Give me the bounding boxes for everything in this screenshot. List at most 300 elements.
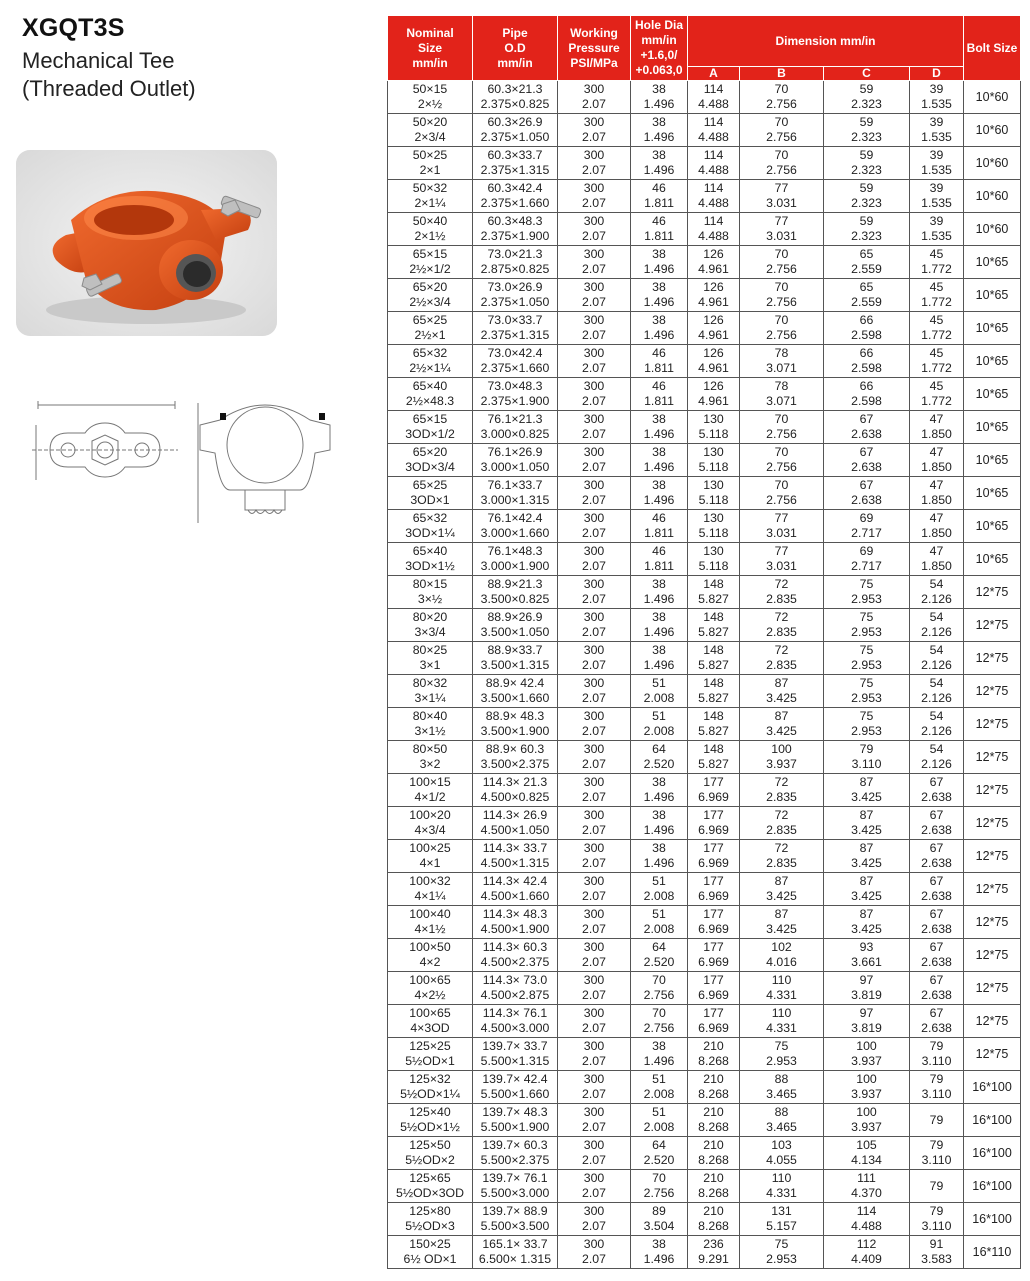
cell-pressure-line1: 300: [583, 115, 605, 129]
cell-hole: [631, 1236, 688, 1269]
cell-pipe-line1: 88.9×33.7: [487, 643, 543, 657]
cell-c: [824, 444, 910, 477]
cell-pressure: [558, 213, 631, 246]
cell-pipe: [473, 510, 558, 543]
cell-d: [910, 81, 964, 114]
cell-b-line1: 110: [771, 1006, 792, 1020]
cell-nominal-line2: 4×3/4: [414, 823, 446, 837]
cell-hole: [631, 972, 688, 1005]
cell-a-line1: 177: [703, 973, 724, 987]
cell-nominal-line1: 80×25: [412, 643, 448, 657]
cell-pressure-line2: 2.07: [582, 229, 606, 243]
cell-a-line2: 4.961: [698, 295, 729, 309]
cell-pressure: [558, 378, 631, 411]
cell-a-line1: 210: [703, 1204, 724, 1218]
cell-b: [740, 1071, 824, 1104]
table-row: [388, 477, 1021, 510]
cell-hole: [631, 939, 688, 972]
cell-hole: [631, 543, 688, 576]
cell-d-line2: 2.638: [921, 1021, 952, 1035]
cell-pipe-line1: 88.9× 42.4: [485, 676, 545, 690]
cell-nominal-line1: 65×40: [412, 544, 448, 558]
cell-pressure-line2: 2.07: [582, 724, 606, 738]
cell-nominal: [388, 477, 473, 510]
cell-d-line2: 3.110: [921, 1054, 952, 1068]
cell-c-line1: 59: [859, 148, 874, 162]
cell-b-line1: 70: [774, 280, 789, 294]
cell-nominal: [388, 213, 473, 246]
cell-pressure: [558, 939, 631, 972]
cell-pressure-line2: 2.07: [582, 163, 606, 177]
product-name: [22, 47, 322, 103]
cell-hole-line2: 1.811: [644, 526, 674, 540]
cell-pipe-line2: 3.000×1.900: [480, 559, 550, 573]
cell-pressure-line2: 2.07: [582, 1153, 606, 1167]
cell-pressure: [558, 1005, 631, 1038]
cell-pressure-line1: 300: [583, 346, 605, 360]
cell-nominal: [388, 873, 473, 906]
cell-a: [688, 213, 740, 246]
table-row: [388, 939, 1021, 972]
cell-c: [824, 543, 910, 576]
cell-bolt: 12*75: [964, 708, 1021, 741]
cell-bolt: 12*75: [964, 774, 1021, 807]
table-row: [388, 741, 1021, 774]
cell-c: [824, 609, 910, 642]
cell-pressure-line2: 2.07: [582, 460, 606, 474]
cell-hole: [631, 81, 688, 114]
cell-c-line2: 2.323: [851, 130, 882, 144]
cell-b: [740, 1203, 824, 1236]
cell-d-line2: 3.110: [921, 1087, 952, 1101]
cell-nominal-line2: 5½OD×1: [405, 1054, 455, 1068]
cell-a-line2: 9.291: [698, 1252, 729, 1266]
cell-hole-line2: 1.496: [643, 658, 675, 672]
cell-hole: [631, 411, 688, 444]
cell-d-line1: 67: [929, 874, 944, 888]
cell-pipe-line2: 3.500×1.050: [480, 625, 550, 639]
front-view-drawing: [30, 395, 180, 490]
cell-d-line1: 39: [929, 214, 944, 228]
cell-hole: [631, 576, 688, 609]
cell-b: [740, 1104, 824, 1137]
cell-c-line2: 4.409: [851, 1252, 882, 1266]
cell-a-line1: 114: [703, 115, 724, 129]
cell-b: [740, 1236, 824, 1269]
cell-c-line1: 65: [859, 247, 874, 261]
cell-hole: [631, 213, 688, 246]
cell-bolt: 12*75: [964, 972, 1021, 1005]
cell-a-line1: 126: [703, 247, 724, 261]
table-row: [388, 246, 1021, 279]
cell-nominal-line2: 3×1¼: [414, 691, 446, 705]
cell-pressure-line1: 300: [583, 511, 605, 525]
cell-nominal-line1: 50×40: [412, 214, 448, 228]
cell-nominal-line1: 65×20: [412, 445, 448, 459]
cell-a-line1: 236: [703, 1237, 724, 1251]
cell-b-line1: 70: [774, 412, 789, 426]
cell-pressure-line2: 2.07: [582, 559, 606, 573]
cell-pressure-line2: 2.07: [582, 625, 606, 639]
cell-pipe-line1: 114.3× 21.3: [482, 775, 548, 789]
cell-hole-line2: 2.008: [643, 889, 675, 903]
cell-nominal-line1: 80×50: [412, 742, 448, 756]
cell-pressure-line1: 300: [583, 1171, 605, 1185]
cell-bolt: 16*100: [964, 1071, 1021, 1104]
cell-nominal-line1: 125×50: [409, 1138, 451, 1152]
cell-d: [910, 906, 964, 939]
cell-hole-line2: 3.504: [643, 1219, 675, 1233]
cell-pipe-line1: 76.1×48.3: [487, 544, 543, 558]
cell-a-line1: 130: [703, 511, 724, 525]
cell-nominal-line2: 3OD×3/4: [405, 460, 455, 474]
cell-c-line1: 100: [856, 1105, 877, 1119]
cell-c-line1: 100: [856, 1072, 877, 1086]
cell-b-line1: 78: [774, 346, 789, 360]
cell-hole: [631, 312, 688, 345]
cell-d-line1: 67: [929, 940, 944, 954]
cell-d-line2: 1.850: [921, 526, 952, 540]
cell-c-line1: 75: [859, 643, 874, 657]
cell-pipe-line2: 2.375×1.900: [480, 229, 550, 243]
cell-c-line1: 59: [859, 181, 874, 195]
cell-a: [688, 1236, 740, 1269]
table-row: [388, 312, 1021, 345]
header-text: O.D: [504, 40, 526, 55]
cell-pressure-line1: 300: [583, 709, 605, 723]
cell-pressure: [558, 873, 631, 906]
cell-c-line1: 69: [859, 511, 874, 525]
cell-d: [910, 609, 964, 642]
cell-b-line1: 75: [774, 1039, 789, 1053]
cell-c: [824, 576, 910, 609]
cell-pipe-line2: 2.375×1.660: [480, 361, 550, 375]
cell-d: [910, 1005, 964, 1038]
cell-pipe-line2: 3.000×1.660: [480, 526, 550, 540]
col-dim-d: D: [910, 67, 964, 81]
cell-nominal: [388, 576, 473, 609]
cell-hole-line2: 1.811: [644, 361, 674, 375]
cell-b-line1: 70: [774, 313, 789, 327]
cell-c: [824, 972, 910, 1005]
cell-c-line2: 3.937: [851, 1120, 882, 1134]
cell-d-line2: 2.638: [921, 856, 952, 870]
cell-nominal-line1: 100×50: [409, 940, 451, 954]
cell-c-line2: 3.425: [851, 823, 882, 837]
cell-nominal-line2: 2½×48.3: [405, 394, 455, 408]
cell-hole-line2: 2.008: [643, 1120, 675, 1134]
cell-c-line1: 67: [859, 445, 874, 459]
cell-c-line2: 2.953: [851, 658, 882, 672]
cell-d: [910, 345, 964, 378]
table-row: [388, 1005, 1021, 1038]
cell-pressure-line1: 300: [583, 577, 605, 591]
cell-pressure-line2: 2.07: [582, 988, 606, 1002]
table-row: [388, 378, 1021, 411]
cell-bolt: 10*65: [964, 345, 1021, 378]
cell-pressure-line2: 2.07: [582, 856, 606, 870]
cell-pipe: [473, 1137, 558, 1170]
cell-d-line2: 2.638: [921, 955, 952, 969]
cell-nominal-line2: 3×1½: [414, 724, 446, 738]
cell-d: [910, 1104, 964, 1137]
cell-c: [824, 1137, 910, 1170]
cell-d: [910, 411, 964, 444]
cell-c: [824, 114, 910, 147]
cell-c-line2: 2.598: [851, 394, 882, 408]
cell-bolt: 10*65: [964, 378, 1021, 411]
table-row: [388, 345, 1021, 378]
cell-hole: [631, 873, 688, 906]
cell-hole-line1: 38: [652, 313, 666, 327]
cell-d: [910, 147, 964, 180]
cell-pressure-line1: 300: [583, 1039, 605, 1053]
cell-c-line2: 2.638: [851, 427, 882, 441]
cell-c-line1: 112: [856, 1237, 877, 1251]
cell-b: [740, 609, 824, 642]
cell-d-line1: 54: [929, 610, 944, 624]
cell-hole-line1: 51: [652, 709, 666, 723]
cell-pipe-line1: 88.9× 60.3: [485, 742, 545, 756]
cell-hole-line2: 2.756: [643, 1186, 675, 1200]
cell-pressure: [558, 543, 631, 576]
cell-d-line2: 1.772: [921, 328, 952, 342]
cell-b-line2: 2.756: [766, 493, 797, 507]
cell-pipe-line1: 76.1×26.9: [487, 445, 543, 459]
cell-pipe-line2: 2.375×0.825: [480, 97, 550, 111]
cell-a-line1: 114: [703, 82, 724, 96]
table-row: [388, 840, 1021, 873]
table-row: [388, 906, 1021, 939]
cell-pressure-line1: 300: [583, 676, 605, 690]
cell-d-line2: 1.850: [921, 427, 952, 441]
cell-hole-line2: 2.520: [643, 955, 675, 969]
cell-hole: [631, 609, 688, 642]
cell-a-line2: 4.488: [698, 163, 729, 177]
cell-hole-line1: 46: [652, 511, 666, 525]
table-row: [388, 213, 1021, 246]
cell-nominal-line1: 50×20: [412, 115, 448, 129]
cell-pressure: [558, 642, 631, 675]
cell-a-line1: 148: [703, 610, 724, 624]
cell-nominal-line1: 50×15: [412, 82, 448, 96]
cell-b-line1: 78: [774, 379, 789, 393]
cell-bolt: 12*75: [964, 576, 1021, 609]
cell-hole-line1: 38: [652, 478, 666, 492]
cell-pipe-line1: 139.7× 88.9: [482, 1204, 548, 1218]
cell-hole-line1: 70: [652, 1171, 666, 1185]
cell-pipe: [473, 906, 558, 939]
cell-nominal-line2: 5½OD×2: [405, 1153, 455, 1167]
cell-nominal-line1: 150×25: [409, 1237, 451, 1251]
cell-d-line1: 79: [929, 1204, 944, 1218]
cell-c: [824, 873, 910, 906]
cell-nominal-line2: 2×1¼: [414, 196, 446, 210]
cell-b-line2: 2.835: [766, 658, 797, 672]
cell-d-line1: 39: [929, 82, 944, 96]
cell-nominal-line1: 80×32: [412, 676, 448, 690]
cell-a-line2: 6.969: [698, 823, 729, 837]
cell-nominal-line2: 3×3/4: [414, 625, 446, 639]
cell-d: [910, 279, 964, 312]
cell-d-line1: 47: [929, 544, 944, 558]
cell-b-line1: 72: [774, 775, 789, 789]
cell-hole-line1: 38: [652, 808, 666, 822]
cell-d-line1: 45: [929, 346, 944, 360]
cell-pipe-line1: 114.3× 42.4: [482, 874, 548, 888]
cell-d-line1: 67: [929, 808, 944, 822]
bolt-head-right: [319, 413, 325, 420]
cell-nominal-line1: 65×15: [412, 247, 448, 261]
cell-hole-line2: 1.496: [643, 493, 675, 507]
cell-nominal-line1: 125×80: [409, 1204, 451, 1218]
cell-a-line2: 8.268: [698, 1153, 729, 1167]
cell-nominal: [388, 939, 473, 972]
cell-a: [688, 675, 740, 708]
cell-pressure: [558, 576, 631, 609]
cell-pipe-line2: 4.500×1.050: [480, 823, 550, 837]
cell-b-line1: 87: [774, 709, 789, 723]
cell-b: [740, 147, 824, 180]
cell-nominal: [388, 1071, 473, 1104]
cell-bolt: 10*65: [964, 510, 1021, 543]
cell-a-line2: 8.268: [698, 1054, 729, 1068]
cell-a-line2: 5.118: [698, 460, 729, 474]
mechanical-tee-image: [16, 150, 277, 336]
cell-hole-line1: 38: [652, 841, 666, 855]
cell-pressure-line2: 2.07: [582, 295, 606, 309]
cell-pressure-line2: 2.07: [582, 130, 606, 144]
cell-hole: [631, 642, 688, 675]
cell-pressure-line1: 300: [583, 280, 605, 294]
table-row: [388, 444, 1021, 477]
cell-b-line2: 2.835: [766, 625, 797, 639]
cell-pressure-line2: 2.07: [582, 1252, 606, 1266]
cell-d: [910, 378, 964, 411]
cell-bolt: 12*75: [964, 741, 1021, 774]
cell-c: [824, 906, 910, 939]
cell-pressure: [558, 774, 631, 807]
cell-a: [688, 345, 740, 378]
cell-c-line1: 59: [859, 214, 874, 228]
cell-pressure-line2: 2.07: [582, 790, 606, 804]
cell-b-line1: 131: [771, 1204, 792, 1218]
cell-pipe-line2: 2.875×0.825: [480, 262, 550, 276]
col-pipe-od: [473, 16, 558, 81]
cell-c: [824, 1071, 910, 1104]
cell-d-line1: 79: [929, 1178, 944, 1193]
cell-b-line2: 3.465: [766, 1087, 797, 1101]
cell-pipe: [473, 279, 558, 312]
cell-b-line1: 102: [771, 940, 792, 954]
cell-pipe-line1: 76.1×21.3: [487, 412, 543, 426]
cell-a: [688, 972, 740, 1005]
cell-d-line1: 45: [929, 379, 944, 393]
cell-a: [688, 81, 740, 114]
cell-b-line2: 2.756: [766, 97, 797, 111]
cell-d-line2: 1.535: [921, 229, 952, 243]
cell-a-line1: 148: [703, 709, 724, 723]
cell-pipe-line2: 3.500×0.825: [480, 592, 550, 606]
cell-pipe-line1: 73.0×21.3: [487, 247, 543, 261]
cell-nominal-line2: 4×1¼: [414, 889, 446, 903]
cell-pipe: [473, 576, 558, 609]
col-working-pressure: [558, 16, 631, 81]
cell-nominal-line1: 65×25: [412, 478, 448, 492]
cell-d-line1: 67: [929, 775, 944, 789]
table-row: [388, 180, 1021, 213]
cell-hole-line2: 1.496: [643, 856, 675, 870]
cell-bolt: 12*75: [964, 1038, 1021, 1071]
cell-a-line1: 210: [703, 1105, 724, 1119]
cell-hole: [631, 807, 688, 840]
cell-bolt: 12*75: [964, 1005, 1021, 1038]
cell-b-line1: 77: [774, 214, 789, 228]
cell-pressure: [558, 1071, 631, 1104]
cell-a-line2: 5.118: [698, 427, 729, 441]
cell-b-line2: 2.756: [766, 427, 797, 441]
cell-pressure-line1: 300: [583, 1006, 605, 1020]
cell-d: [910, 708, 964, 741]
cell-hole: [631, 708, 688, 741]
cell-a: [688, 1137, 740, 1170]
cell-b: [740, 543, 824, 576]
cell-c: [824, 840, 910, 873]
table-row: [388, 279, 1021, 312]
cell-hole-line2: 2.756: [643, 988, 675, 1002]
cell-hole-line1: 46: [652, 346, 666, 360]
cell-a: [688, 873, 740, 906]
cell-nominal: [388, 1137, 473, 1170]
cell-b: [740, 675, 824, 708]
cell-pipe-line2: 2.375×1.050: [480, 295, 550, 309]
cell-d: [910, 444, 964, 477]
cell-b-line2: 2.756: [766, 295, 797, 309]
cell-pipe-line1: 139.7× 33.7: [482, 1039, 548, 1053]
header-text: mm/in: [497, 55, 533, 70]
cell-pipe: [473, 972, 558, 1005]
cell-b: [740, 1137, 824, 1170]
cell-c: [824, 81, 910, 114]
cell-c-line2: 4.488: [851, 1219, 882, 1233]
cell-a-line1: 148: [703, 742, 724, 756]
cell-b: [740, 840, 824, 873]
cell-nominal-line2: 4×1½: [414, 922, 446, 936]
cell-pipe-line2: 3.000×1.050: [480, 460, 550, 474]
cell-a: [688, 840, 740, 873]
cell-a-line1: 126: [703, 379, 724, 393]
col-dimension: Dimension mm/in: [688, 16, 964, 67]
cell-bolt: 16*110: [964, 1236, 1021, 1269]
cell-hole-line2: 1.496: [643, 1252, 675, 1266]
cell-a-line1: 148: [703, 577, 724, 591]
cell-nominal: [388, 1203, 473, 1236]
cell-a-line1: 177: [703, 940, 724, 954]
cell-d: [910, 1236, 964, 1269]
cell-b-line1: 75: [774, 1237, 789, 1251]
cell-pipe: [473, 114, 558, 147]
cell-bolt: 10*60: [964, 114, 1021, 147]
cell-hole: [631, 246, 688, 279]
cell-b-line1: 70: [774, 82, 789, 96]
cell-nominal-line1: 100×25: [409, 841, 451, 855]
cell-a-line1: 126: [703, 313, 724, 327]
cell-c-line1: 87: [859, 874, 874, 888]
cell-b-line1: 88: [774, 1072, 789, 1086]
cell-a: [688, 378, 740, 411]
cell-pipe-line1: 73.0×33.7: [487, 313, 543, 327]
cell-hole: [631, 1071, 688, 1104]
